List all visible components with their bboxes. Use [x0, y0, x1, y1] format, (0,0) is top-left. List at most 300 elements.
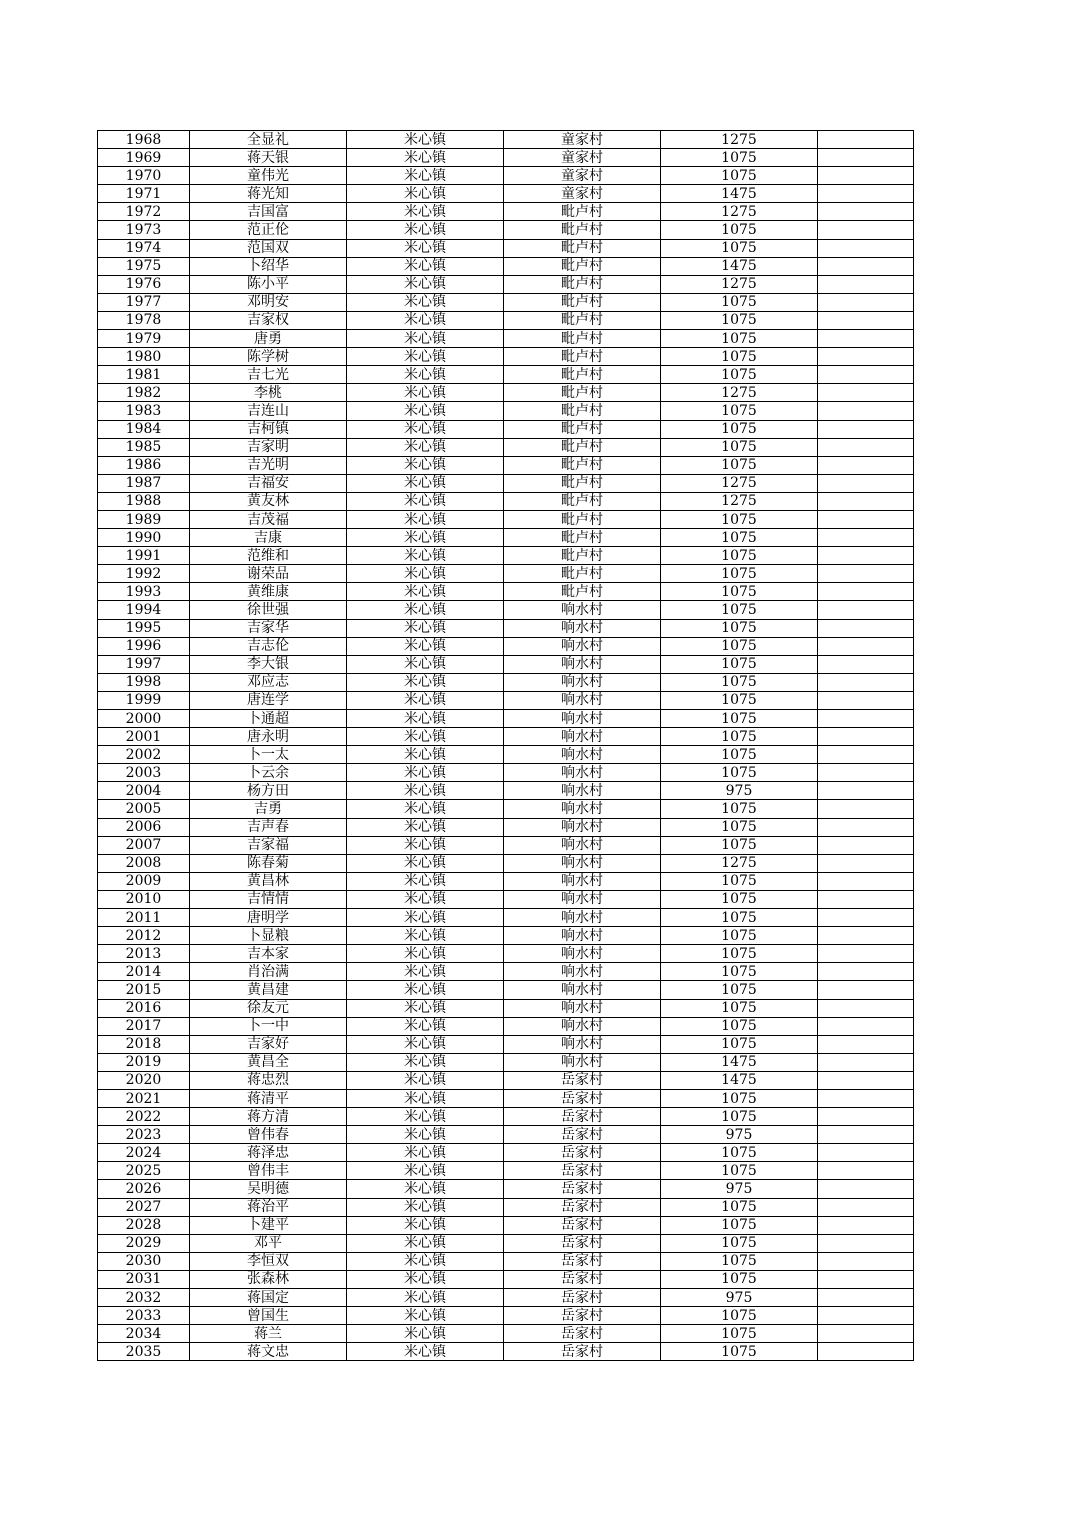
name-cell: 吉康: [190, 529, 347, 547]
amount-cell: 1075: [661, 1234, 818, 1252]
town-cell: 米心镇: [347, 601, 504, 619]
table-row: [98, 438, 914, 456]
table-row: [98, 601, 914, 619]
row-number-cell: 1984: [98, 420, 190, 438]
row-number-cell: 2020: [98, 1071, 190, 1089]
name-cell: 蒋文忠: [190, 1343, 347, 1361]
table-row: [98, 637, 914, 655]
town-cell: 米心镇: [347, 510, 504, 528]
row-number-cell: 2031: [98, 1270, 190, 1288]
table-row: [98, 185, 914, 203]
name-cell: 卜通超: [190, 710, 347, 728]
row-number-cell: 1987: [98, 474, 190, 492]
village-cell: 毗卢村: [504, 275, 661, 293]
name-cell: 杨方田: [190, 782, 347, 800]
amount-cell: 1075: [661, 1198, 818, 1216]
row-number-cell: 2011: [98, 909, 190, 927]
village-cell: 岳家村: [504, 1198, 661, 1216]
village-cell: 童家村: [504, 185, 661, 203]
name-cell: 黄维康: [190, 583, 347, 601]
amount-cell: 1075: [661, 836, 818, 854]
row-number-cell: 1973: [98, 221, 190, 239]
note-cell: [818, 1053, 914, 1071]
town-cell: 米心镇: [347, 1307, 504, 1325]
note-cell: [818, 293, 914, 311]
table-row: [98, 1325, 914, 1343]
village-cell: 响水村: [504, 1053, 661, 1071]
row-number-cell: 2001: [98, 728, 190, 746]
note-cell: [818, 1089, 914, 1107]
note-cell: [818, 547, 914, 565]
name-cell: 谢荣品: [190, 565, 347, 583]
name-cell: 吉声春: [190, 818, 347, 836]
note-cell: [818, 945, 914, 963]
town-cell: 米心镇: [347, 456, 504, 474]
amount-cell: 1075: [661, 746, 818, 764]
town-cell: 米心镇: [347, 1325, 504, 1343]
village-cell: 毗卢村: [504, 293, 661, 311]
note-cell: [818, 1108, 914, 1126]
name-cell: 黄昌建: [190, 981, 347, 999]
village-cell: 响水村: [504, 728, 661, 746]
village-cell: 毗卢村: [504, 529, 661, 547]
amount-cell: 1075: [661, 691, 818, 709]
amount-cell: 1275: [661, 492, 818, 510]
town-cell: 米心镇: [347, 728, 504, 746]
row-number-cell: 2033: [98, 1307, 190, 1325]
village-cell: 岳家村: [504, 1216, 661, 1234]
table-row: [98, 529, 914, 547]
village-cell: 岳家村: [504, 1162, 661, 1180]
note-cell: [818, 999, 914, 1017]
village-cell: 响水村: [504, 673, 661, 691]
village-cell: 响水村: [504, 836, 661, 854]
amount-cell: 1075: [661, 1108, 818, 1126]
table-row: [98, 710, 914, 728]
village-cell: 岳家村: [504, 1126, 661, 1144]
table-row: [98, 311, 914, 329]
village-cell: 童家村: [504, 149, 661, 167]
table-row: [98, 1234, 914, 1252]
row-number-cell: 1998: [98, 673, 190, 691]
village-cell: 毗卢村: [504, 257, 661, 275]
table-row: [98, 673, 914, 691]
row-number-cell: 1970: [98, 167, 190, 185]
table-row: [98, 239, 914, 257]
row-number-cell: 2016: [98, 999, 190, 1017]
row-number-cell: 1968: [98, 131, 190, 149]
row-number-cell: 1977: [98, 293, 190, 311]
village-cell: 童家村: [504, 131, 661, 149]
name-cell: 范正伦: [190, 221, 347, 239]
name-cell: 全显礼: [190, 131, 347, 149]
town-cell: 米心镇: [347, 402, 504, 420]
amount-cell: 1075: [661, 963, 818, 981]
village-cell: 毗卢村: [504, 565, 661, 583]
village-cell: 响水村: [504, 1017, 661, 1035]
name-cell: 吴明德: [190, 1180, 347, 1198]
amount-cell: 1075: [661, 311, 818, 329]
town-cell: 米心镇: [347, 945, 504, 963]
town-cell: 米心镇: [347, 1126, 504, 1144]
row-number-cell: 2015: [98, 981, 190, 999]
note-cell: [818, 167, 914, 185]
table-row: [98, 890, 914, 908]
table-row: [98, 565, 914, 583]
village-cell: 毗卢村: [504, 510, 661, 528]
amount-cell: 1075: [661, 1035, 818, 1053]
village-cell: 响水村: [504, 637, 661, 655]
table-row: [98, 963, 914, 981]
village-cell: 毗卢村: [504, 456, 661, 474]
village-cell: 响水村: [504, 782, 661, 800]
name-cell: 张森林: [190, 1270, 347, 1288]
village-cell: 响水村: [504, 981, 661, 999]
name-cell: 吉家华: [190, 619, 347, 637]
town-cell: 米心镇: [347, 764, 504, 782]
amount-cell: 1075: [661, 818, 818, 836]
name-cell: 吉家权: [190, 311, 347, 329]
row-number-cell: 1993: [98, 583, 190, 601]
row-number-cell: 1989: [98, 510, 190, 528]
note-cell: [818, 746, 914, 764]
table-row: [98, 1252, 914, 1270]
amount-cell: 1075: [661, 1017, 818, 1035]
name-cell: 邓平: [190, 1234, 347, 1252]
table-row: [98, 583, 914, 601]
table-row: [98, 492, 914, 510]
amount-cell: 1075: [661, 456, 818, 474]
note-cell: [818, 420, 914, 438]
name-cell: 蒋兰: [190, 1325, 347, 1343]
village-cell: 毗卢村: [504, 583, 661, 601]
town-cell: 米心镇: [347, 1162, 504, 1180]
row-number-cell: 2030: [98, 1252, 190, 1270]
note-cell: [818, 438, 914, 456]
row-number-cell: 1975: [98, 257, 190, 275]
amount-cell: 1075: [661, 221, 818, 239]
amount-cell: 1075: [661, 1144, 818, 1162]
row-number-cell: 2022: [98, 1108, 190, 1126]
town-cell: 米心镇: [347, 872, 504, 890]
table-row: [98, 1108, 914, 1126]
row-number-cell: 2009: [98, 872, 190, 890]
town-cell: 米心镇: [347, 655, 504, 673]
note-cell: [818, 872, 914, 890]
amount-cell: 1075: [661, 1325, 818, 1343]
village-cell: 响水村: [504, 746, 661, 764]
note-cell: [818, 1270, 914, 1288]
town-cell: 米心镇: [347, 311, 504, 329]
note-cell: [818, 529, 914, 547]
table-row: [98, 909, 914, 927]
row-number-cell: 1990: [98, 529, 190, 547]
row-number-cell: 1982: [98, 384, 190, 402]
town-cell: 米心镇: [347, 818, 504, 836]
table-row: [98, 927, 914, 945]
note-cell: [818, 981, 914, 999]
name-cell: 邓明安: [190, 293, 347, 311]
village-cell: 响水村: [504, 764, 661, 782]
table-row: [98, 1053, 914, 1071]
name-cell: 吉情情: [190, 890, 347, 908]
amount-cell: 1075: [661, 1252, 818, 1270]
name-cell: 范国双: [190, 239, 347, 257]
amount-cell: 1075: [661, 728, 818, 746]
table-row: [98, 1270, 914, 1288]
table-row: [98, 275, 914, 293]
note-cell: [818, 275, 914, 293]
town-cell: 米心镇: [347, 854, 504, 872]
village-cell: 响水村: [504, 710, 661, 728]
note-cell: [818, 1216, 914, 1234]
table-row: [98, 257, 914, 275]
name-cell: 陈学树: [190, 348, 347, 366]
name-cell: 唐勇: [190, 330, 347, 348]
village-cell: 毗卢村: [504, 474, 661, 492]
amount-cell: 1275: [661, 131, 818, 149]
table-row: [98, 131, 914, 149]
note-cell: [818, 673, 914, 691]
note-cell: [818, 619, 914, 637]
note-cell: [818, 710, 914, 728]
row-number-cell: 2014: [98, 963, 190, 981]
row-number-cell: 1972: [98, 203, 190, 221]
row-number-cell: 1971: [98, 185, 190, 203]
table-row: [98, 1126, 914, 1144]
note-cell: [818, 1144, 914, 1162]
amount-cell: 1075: [661, 1216, 818, 1234]
table-row: [98, 456, 914, 474]
town-cell: 米心镇: [347, 1252, 504, 1270]
name-cell: 吉七光: [190, 366, 347, 384]
name-cell: 吉柯镇: [190, 420, 347, 438]
table-row: [98, 764, 914, 782]
note-cell: [818, 1162, 914, 1180]
name-cell: 唐永明: [190, 728, 347, 746]
name-cell: 陈春菊: [190, 854, 347, 872]
table-row: [98, 981, 914, 999]
amount-cell: 1075: [661, 710, 818, 728]
name-cell: 吉家明: [190, 438, 347, 456]
row-number-cell: 1978: [98, 311, 190, 329]
table-row: [98, 800, 914, 818]
name-cell: 蒋治平: [190, 1198, 347, 1216]
table-row: [98, 1089, 914, 1107]
village-cell: 毗卢村: [504, 366, 661, 384]
note-cell: [818, 257, 914, 275]
table-row: [98, 348, 914, 366]
amount-cell: 1475: [661, 257, 818, 275]
row-number-cell: 2021: [98, 1089, 190, 1107]
name-cell: 曾伟丰: [190, 1162, 347, 1180]
row-number-cell: 2025: [98, 1162, 190, 1180]
note-cell: [818, 655, 914, 673]
note-cell: [818, 565, 914, 583]
amount-cell: 1075: [661, 637, 818, 655]
note-cell: [818, 221, 914, 239]
name-cell: 吉家好: [190, 1035, 347, 1053]
row-number-cell: 2029: [98, 1234, 190, 1252]
row-number-cell: 2027: [98, 1198, 190, 1216]
amount-cell: 975: [661, 1289, 818, 1307]
village-cell: 响水村: [504, 800, 661, 818]
amount-cell: 1075: [661, 999, 818, 1017]
town-cell: 米心镇: [347, 927, 504, 945]
amount-cell: 1275: [661, 384, 818, 402]
village-cell: 响水村: [504, 854, 661, 872]
name-cell: 蒋光知: [190, 185, 347, 203]
table-row: [98, 384, 914, 402]
note-cell: [818, 239, 914, 257]
note-cell: [818, 510, 914, 528]
note-cell: [818, 492, 914, 510]
amount-cell: 1075: [661, 945, 818, 963]
name-cell: 吉国富: [190, 203, 347, 221]
amount-cell: 1075: [661, 438, 818, 456]
table-row: [98, 221, 914, 239]
table-row: [98, 836, 914, 854]
name-cell: 唐连学: [190, 691, 347, 709]
town-cell: 米心镇: [347, 420, 504, 438]
row-number-cell: 2007: [98, 836, 190, 854]
town-cell: 米心镇: [347, 710, 504, 728]
table-row: [98, 167, 914, 185]
row-number-cell: 1981: [98, 366, 190, 384]
town-cell: 米心镇: [347, 1144, 504, 1162]
town-cell: 米心镇: [347, 366, 504, 384]
table-row: [98, 366, 914, 384]
town-cell: 米心镇: [347, 782, 504, 800]
name-cell: 邓应志: [190, 673, 347, 691]
table-row: [98, 872, 914, 890]
town-cell: 米心镇: [347, 492, 504, 510]
town-cell: 米心镇: [347, 1343, 504, 1361]
row-number-cell: 1980: [98, 348, 190, 366]
amount-cell: 1275: [661, 275, 818, 293]
note-cell: [818, 330, 914, 348]
amount-cell: 975: [661, 782, 818, 800]
village-cell: 响水村: [504, 691, 661, 709]
amount-cell: 1075: [661, 890, 818, 908]
amount-cell: 1475: [661, 1053, 818, 1071]
table-row: [98, 854, 914, 872]
table-row: [98, 1071, 914, 1089]
row-number-cell: 1992: [98, 565, 190, 583]
table-row: [98, 619, 914, 637]
table-row: [98, 547, 914, 565]
row-number-cell: 2013: [98, 945, 190, 963]
village-cell: 响水村: [504, 927, 661, 945]
note-cell: [818, 185, 914, 203]
row-number-cell: 2002: [98, 746, 190, 764]
table-row: [98, 728, 914, 746]
note-cell: [818, 1198, 914, 1216]
name-cell: 童伟光: [190, 167, 347, 185]
town-cell: 米心镇: [347, 330, 504, 348]
table-row: [98, 474, 914, 492]
village-cell: 岳家村: [504, 1089, 661, 1107]
town-cell: 米心镇: [347, 239, 504, 257]
name-cell: 李大银: [190, 655, 347, 673]
town-cell: 米心镇: [347, 583, 504, 601]
note-cell: [818, 818, 914, 836]
name-cell: 吉本家: [190, 945, 347, 963]
note-cell: [818, 474, 914, 492]
table-row: [98, 746, 914, 764]
name-cell: 黄昌林: [190, 872, 347, 890]
town-cell: 米心镇: [347, 547, 504, 565]
name-cell: 吉连山: [190, 402, 347, 420]
table-row: [98, 1307, 914, 1325]
note-cell: [818, 1035, 914, 1053]
row-number-cell: 2028: [98, 1216, 190, 1234]
town-cell: 米心镇: [347, 1089, 504, 1107]
village-cell: 响水村: [504, 999, 661, 1017]
village-cell: 童家村: [504, 167, 661, 185]
note-cell: [818, 131, 914, 149]
village-cell: 岳家村: [504, 1325, 661, 1343]
note-cell: [818, 366, 914, 384]
note-cell: [818, 311, 914, 329]
village-cell: 岳家村: [504, 1108, 661, 1126]
row-number-cell: 2000: [98, 710, 190, 728]
row-number-cell: 1988: [98, 492, 190, 510]
note-cell: [818, 1234, 914, 1252]
village-cell: 毗卢村: [504, 438, 661, 456]
village-cell: 毗卢村: [504, 384, 661, 402]
row-number-cell: 2019: [98, 1053, 190, 1071]
row-number-cell: 2005: [98, 800, 190, 818]
row-number-cell: 2018: [98, 1035, 190, 1053]
name-cell: 卜绍华: [190, 257, 347, 275]
row-number-cell: 2017: [98, 1017, 190, 1035]
village-cell: 响水村: [504, 655, 661, 673]
note-cell: [818, 1307, 914, 1325]
amount-cell: 1075: [661, 239, 818, 257]
note-cell: [818, 1325, 914, 1343]
village-cell: 毗卢村: [504, 203, 661, 221]
row-number-cell: 2035: [98, 1343, 190, 1361]
table-row: [98, 149, 914, 167]
town-cell: 米心镇: [347, 167, 504, 185]
town-cell: 米心镇: [347, 565, 504, 583]
note-cell: [818, 836, 914, 854]
amount-cell: 1075: [661, 565, 818, 583]
amount-cell: 1075: [661, 1089, 818, 1107]
name-cell: 黄昌全: [190, 1053, 347, 1071]
village-cell: 响水村: [504, 818, 661, 836]
row-number-cell: 2004: [98, 782, 190, 800]
row-number-cell: 1999: [98, 691, 190, 709]
village-cell: 毗卢村: [504, 221, 661, 239]
amount-cell: 1075: [661, 655, 818, 673]
town-cell: 米心镇: [347, 1216, 504, 1234]
note-cell: [818, 927, 914, 945]
note-cell: [818, 1343, 914, 1361]
name-cell: 蒋泽忠: [190, 1144, 347, 1162]
village-cell: 毗卢村: [504, 547, 661, 565]
town-cell: 米心镇: [347, 1270, 504, 1288]
table-row: [98, 691, 914, 709]
row-number-cell: 2008: [98, 854, 190, 872]
row-number-cell: 2032: [98, 1289, 190, 1307]
row-number-cell: 2003: [98, 764, 190, 782]
table-row: [98, 420, 914, 438]
row-number-cell: 2023: [98, 1126, 190, 1144]
row-number-cell: 2012: [98, 927, 190, 945]
row-number-cell: 1976: [98, 275, 190, 293]
